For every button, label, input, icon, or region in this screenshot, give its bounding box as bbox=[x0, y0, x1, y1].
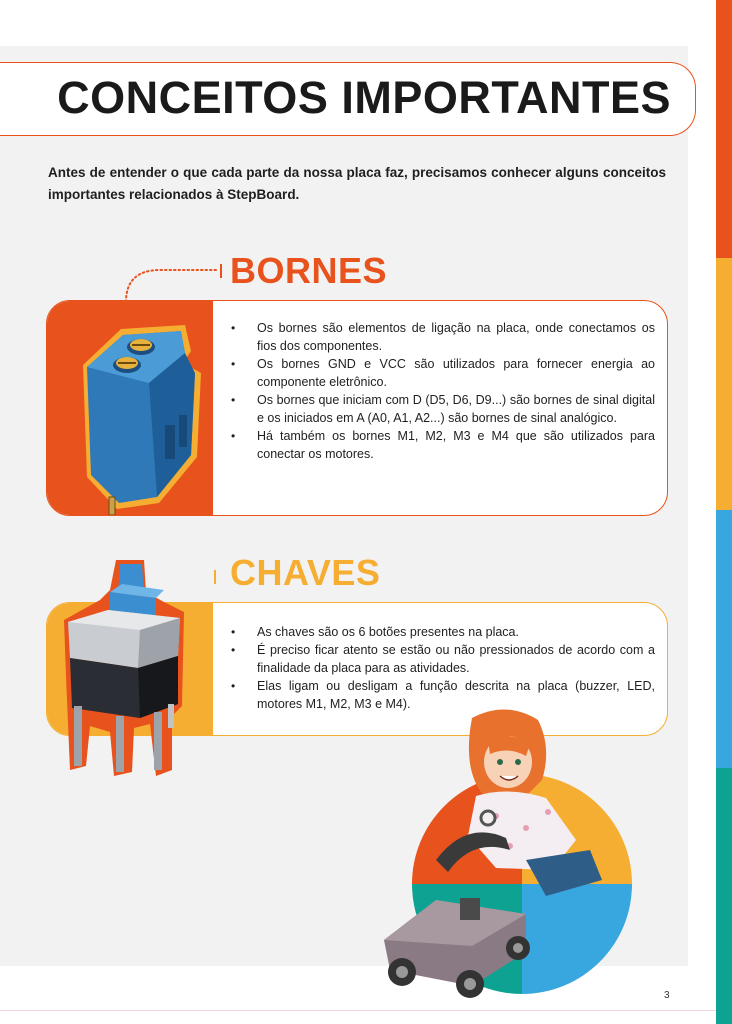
chaves-bullet-item: • É preciso ficar atento se estão ou não pressionados de acordo com a finalidade da placa para as atividades. bbox=[231, 641, 655, 677]
page-title: CONCEITOS IMPORTANTES bbox=[57, 72, 671, 123]
side-stripe-yellow bbox=[716, 258, 732, 510]
girl-with-lawnmower-illustration bbox=[376, 700, 634, 1000]
chaves-bullet-item: • As chaves são os 6 botões presentes na placa. bbox=[231, 623, 655, 641]
intro-paragraph: Antes de entender o que cada parte da nossa placa faz, precisamos conhecer alguns conceitos importantes relacionados à StepBoard. bbox=[48, 165, 666, 202]
bornes-bullet-item: • Há também os bornes M1, M2, M3 e M4 que são utilizados para conectar os motores. bbox=[231, 427, 655, 463]
side-stripe-orange bbox=[716, 0, 732, 258]
push-button-switch-icon bbox=[60, 556, 190, 778]
bornes-bullet-item: • Os bornes GND e VCC são utilizados para fornecer energia ao componente eletrônico. bbox=[231, 355, 655, 391]
chaves-section-title: CHAVES bbox=[230, 552, 381, 593]
chaves-title-tick bbox=[214, 570, 216, 584]
bornes-bullet-item: • Os bornes que iniciam com D (D5, D6, D9...) são bornes de sinal digital e os iniciados em A (A0, A1, A2...) são bornes de sinal analógico. bbox=[231, 391, 655, 427]
title-banner bbox=[0, 62, 696, 136]
page-number: 3 bbox=[664, 990, 670, 1001]
terminal-block-icon bbox=[57, 307, 207, 516]
side-stripe-teal bbox=[716, 768, 732, 1024]
bornes-bullet-item: • Os bornes são elementos de ligação na placa, onde conectamos os fios dos componentes. bbox=[231, 319, 655, 355]
chaves-bullet-item: • Elas ligam ou desligam a função descrita na placa (buzzer, LED, motores M1, M2, M3 e M4). bbox=[231, 677, 655, 713]
footer-divider bbox=[0, 1010, 716, 1011]
bornes-bullet-list bbox=[231, 319, 655, 463]
bornes-connector-dots bbox=[120, 262, 226, 304]
bornes-section-title: BORNES bbox=[230, 250, 388, 291]
bornes-card bbox=[46, 300, 668, 516]
side-stripe-blue bbox=[716, 510, 732, 768]
